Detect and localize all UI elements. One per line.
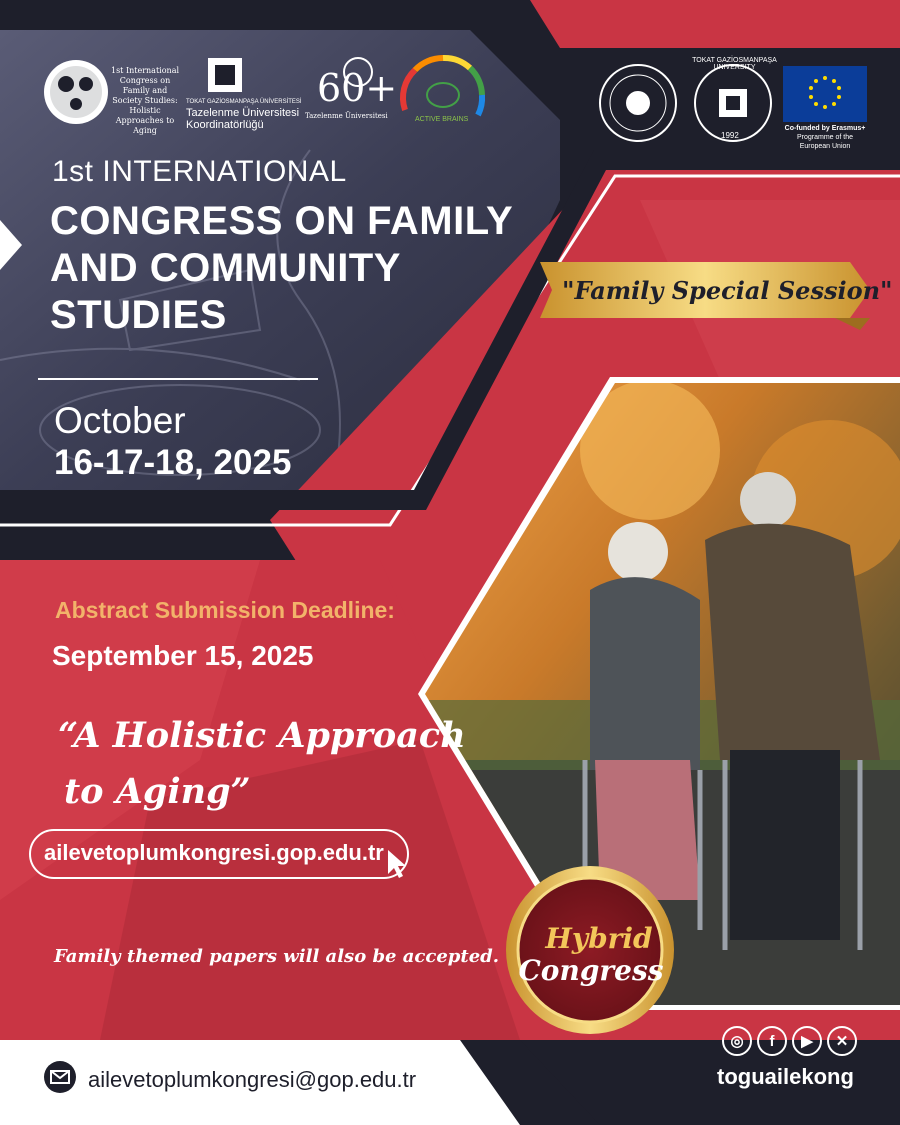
congress-title-line1: CONGRESS ON FAMILY [50, 199, 514, 243]
theme-line1: “A Holistic Approach [58, 715, 466, 756]
deadline-label: Abstract Submission Deadline: [55, 597, 395, 623]
congress-month: October [54, 400, 186, 441]
x-icon[interactable]: ✕ [827, 1026, 857, 1056]
badge-hybrid: Hybrid [545, 922, 653, 955]
instagram-icon[interactable]: ◎ [722, 1026, 752, 1056]
tokat-university-year: 1992 [721, 131, 739, 140]
erasmus-line3: European Union [799, 143, 851, 150]
sixty-plus-caption: Tazelenme Üniversitesi [305, 112, 388, 120]
tazelenme-line2: Koordinatörlüğü [186, 119, 264, 131]
facebook-icon[interactable]: f [757, 1026, 787, 1056]
tazelenme-small-text: TOKAT GAZİOSMANPAŞA ÜNİVERSİTESİ [186, 99, 302, 105]
tokat-university-ring-text: TOKAT GAZİOSMANPAŞA UNIVERSITY [692, 57, 777, 71]
active-brains-text: ACTIVE BRAINS [415, 116, 469, 123]
website-link[interactable]: ailevetoplumkongresi.gop.edu.tr [44, 840, 384, 865]
congress-title-line3: STUDIES [50, 293, 227, 337]
congress-title [50, 198, 513, 339]
congress-dates: 16-17-18, 2025 [54, 443, 292, 482]
deadline-date: September 15, 2025 [52, 640, 314, 671]
contact-email[interactable]: ailevetoplumkongresi@gop.edu.tr [88, 1067, 417, 1092]
congress-logo-text: 1st International Congress on Family and Society Studies: Holistic Approaches to Aging [110, 66, 180, 135]
social-handle[interactable]: toguailekong [717, 1064, 854, 1089]
congress-title-line2: AND COMMUNITY [50, 246, 401, 290]
theme-line2: to Aging” [64, 771, 251, 812]
family-session-banner: "Family Special Session" [562, 276, 893, 305]
family-papers-note: Family themed papers will also be accepted. [54, 946, 500, 967]
badge-congress: Congress [518, 954, 664, 987]
theme-quote [58, 708, 466, 820]
erasmus-line1: Co-funded by Erasmus+ [784, 125, 866, 132]
sixty-plus-logo: 60+ [317, 66, 398, 110]
erasmus-line2: Programme of the [796, 134, 854, 141]
congress-edition: 1st INTERNATIONAL [52, 155, 347, 188]
youtube-icon[interactable]: ▶ [792, 1026, 822, 1056]
tazelenme-line1: Tazelenme Üniversitesi [186, 107, 300, 119]
